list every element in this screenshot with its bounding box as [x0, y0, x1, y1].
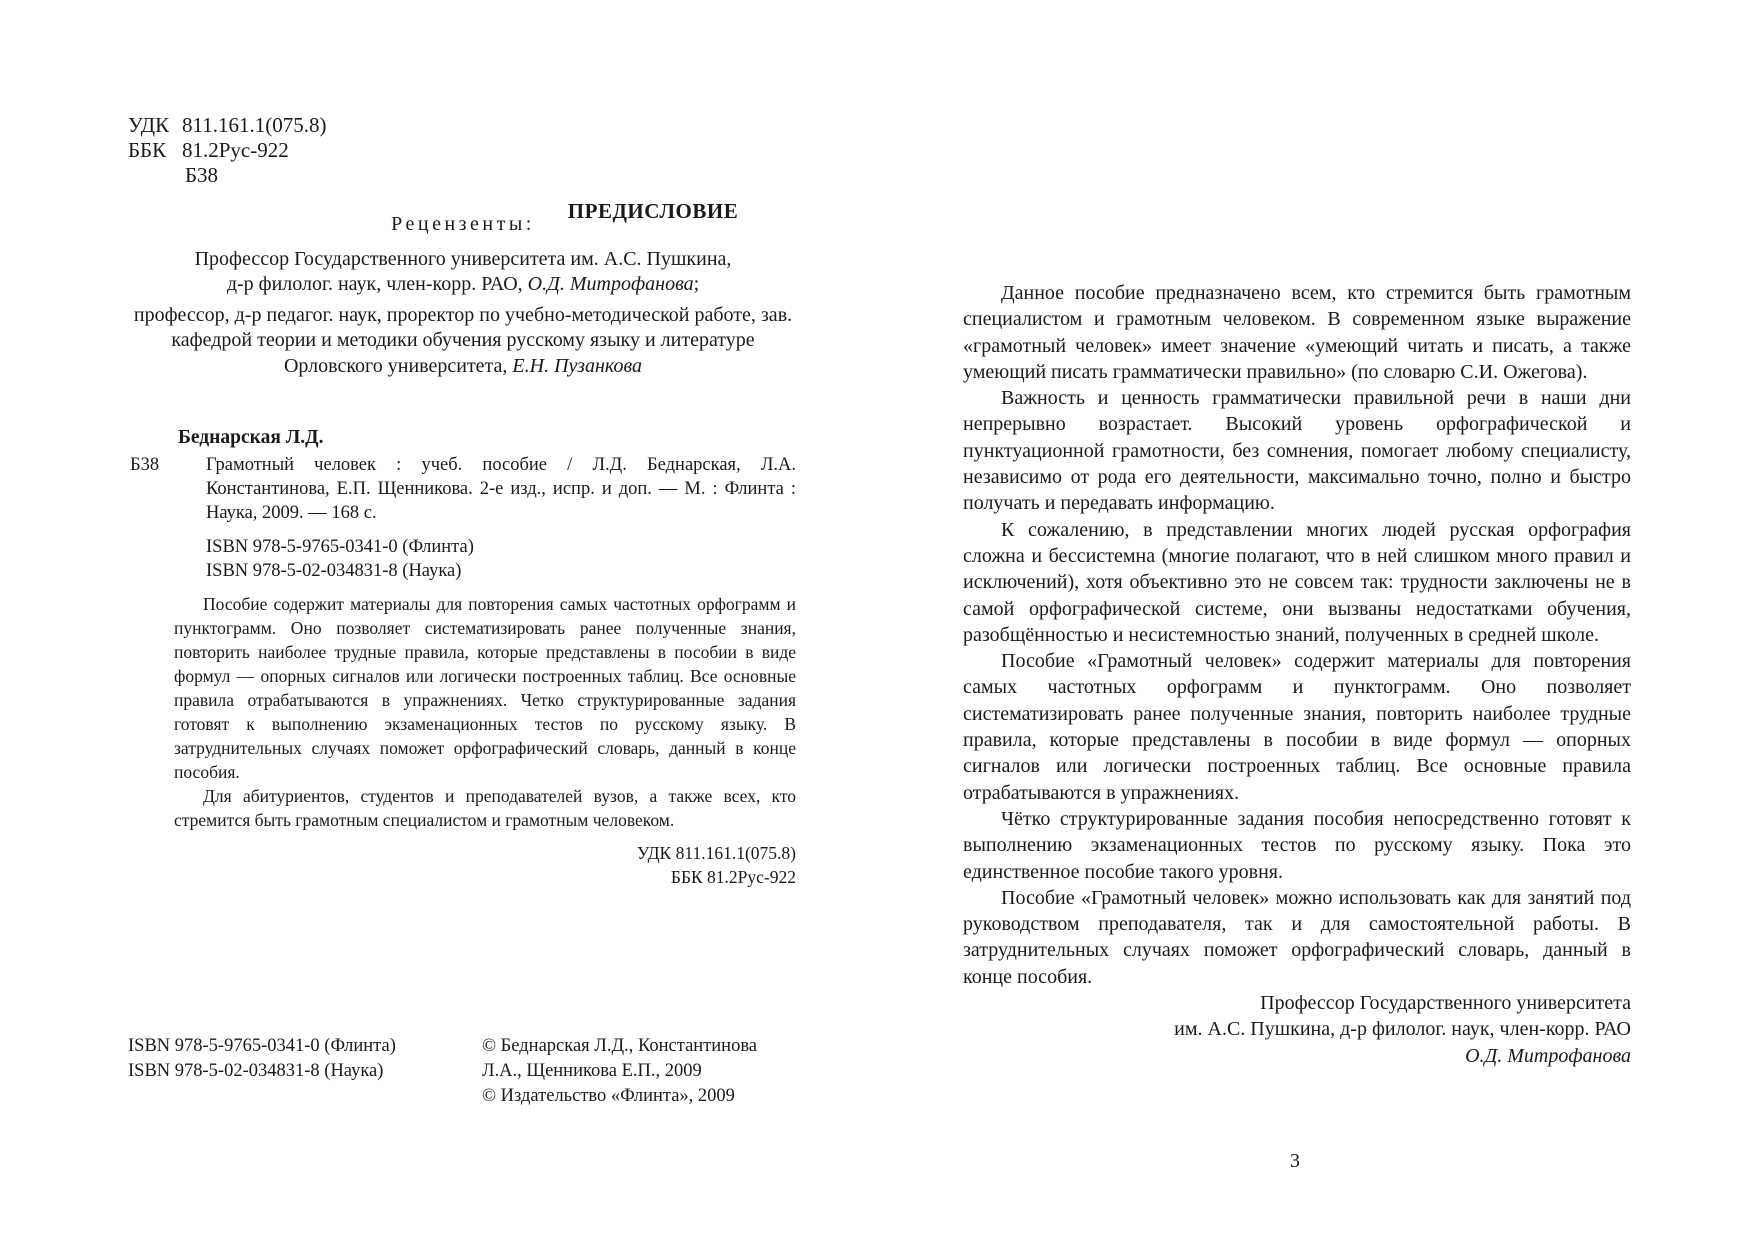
bottom-isbn-flinta: ISBN 978-5-9765-0341-0 (Флинта)	[128, 1036, 396, 1056]
udk-row	[128, 113, 326, 138]
foreword-paragraph: Важность и ценность грамматически правильной речи в наши дни непрерывно возрастает. Высокий уровень орфографической и пунктуационной грамотности, без сомнения, помогает любому специалисту, независимо от рода его деятельности, максимально точно, полно и быстро получать и передавать информацию.	[963, 387, 1631, 515]
classification-codes	[174, 841, 796, 889]
foreword-paragraph: Данное пособие предназначено всем, кто стремится быть грамотным специалистом и грамотным человеком. В современном языке выражение «грамотный человек» имеет значение «умеющий читать и писать, а также умеющий писать грамматически правильно» (по словарю С.И. Ожегова).	[963, 282, 1631, 383]
classification-block	[128, 113, 326, 188]
reviewer-1-line2: д-р филолог. наук, член-корр. РАО,	[226, 273, 528, 295]
audience-paragraph: Для абитуриентов, студентов и преподавателей вузов, а также всех, кто стремится быть грамотным специалистом и грамотным человеком.	[174, 786, 796, 830]
foreword-paragraph: К сожалению, в представлении многих людей русская орфография сложна и бессистемна (многие полагают, что в ней слишком много правил и исключений), хотя объективно это не совсем так: трудности заключены не в самой орфографической системе, они вызваны недостатками обучения, разобщённостью и несистемностью знаний, полученных в средней школе.	[963, 518, 1631, 646]
entry-text: Грамотный человек : учеб. пособие / Л.Д. Беднарская, Л.А. Константинова, Е.П. Щенникова. 2-е изд., испр. и доп. — М. : Флинта : Наука, 2009. — 168 с.	[206, 455, 796, 523]
reviewers-title: Рецензенты:	[391, 213, 535, 235]
bbk-value: 81.2Рус-922	[182, 138, 289, 162]
signature-line2: им. А.С. Пушкина, д-р филолог. наук, член-корр. РАО	[1174, 1018, 1631, 1041]
left-page	[0, 0, 877, 1240]
isbn-list	[128, 535, 796, 583]
foreword-paragraph: Пособие «Грамотный человек» можно использовать как для занятий под руководством преподавателя, так и для самостоятельной работы. В затруднительных случаях поможет орфографический словарь, данный в конце пособия.	[963, 886, 1631, 988]
foreword-paragraph: Чётко структурированные задания пособия непосредственно готовят к выполнению экзаменационных тестов по русскому языку. Пока это единственное пособие такого уровня.	[963, 807, 1631, 883]
reviewer-1	[130, 247, 796, 298]
author-heading: Беднарская Л.Д.	[178, 427, 324, 448]
isbn-flinta: ISBN 978-5-9765-0341-0 (Флинта)	[206, 537, 474, 557]
isbn-nauka: ISBN 978-5-02-034831-8 (Наука)	[206, 561, 462, 581]
reviewer-2-name: Е.Н. Пузанкова	[512, 354, 643, 377]
copyright-authors: © Беднарская Л.Д., Константинова Л.А., Щенникова Е.П., 2009	[482, 1036, 758, 1081]
signature-line1: Профессор Государственного университета	[1260, 992, 1631, 1015]
reviewer-2	[130, 303, 796, 380]
bibliographic-record	[128, 426, 796, 889]
classif-bbk: ББК 81.2Рус-922	[670, 867, 796, 887]
reviewer-1-name: О.Д. Митрофанова	[527, 273, 694, 295]
bibliographic-entry	[128, 453, 796, 525]
bottom-isbn-block	[128, 1034, 396, 1084]
page-number: 3	[1290, 1150, 1300, 1172]
copyright-publisher: © Издательство «Флинта», 2009	[482, 1086, 735, 1106]
bottom-isbn-nauka: ISBN 978-5-02-034831-8 (Наука)	[128, 1061, 384, 1081]
udk-value: 811.161.1(075.8)	[182, 113, 327, 137]
author-mark: Б38	[185, 163, 219, 187]
copyright-block	[482, 1034, 792, 1109]
bbk-label: ББК	[128, 138, 167, 162]
page-title: ПРЕДИСЛОВИЕ	[567, 199, 739, 223]
abstract	[128, 592, 796, 889]
reviewer-2-text: профессор, д-р педагог. наук, проректор по учебно-методической работе, зав. кафедрой теории и методики обучения русскому языку и литературе Орловского университета,	[133, 303, 793, 377]
signature	[963, 990, 1631, 1069]
abstract-paragraph: Пособие содержит материалы для повторения самых частотных орфограмм и пунктограмм. Оно позволяет систематизировать ранее полученные знания, повторить наиболее трудные правила, которые представлены в пособии в виде формул — опорных сигналов или логически построенных таблиц. Все основные правила отрабатываются в упражнениях. Четко структурированные задания готовят к выполнению экзаменационных тестов по русскому языку. В затруднительных случаях поможет орфографический словарь, данный в конце пособия.	[174, 594, 796, 782]
reviewers-block	[130, 212, 796, 379]
udk-label: УДК	[128, 113, 170, 137]
foreword-body	[963, 280, 1631, 1069]
classif-udk: УДК 811.161.1(075.8)	[637, 843, 796, 863]
signature-name: О.Д. Митрофанова	[1465, 1044, 1631, 1067]
foreword-paragraph: Пособие «Грамотный человек» содержит материалы для повторения самых частотных орфограмм и пунктограмм. Оно позволяет систематизировать ранее полученные знания, повторить наиболее трудные правила, которые представлены в пособии в виде формул — опорных сигналов или логически построенных таблиц. Все основные правила отрабатываются в упражнениях.	[963, 650, 1631, 804]
entry-code: Б38	[130, 455, 160, 475]
reviewer-1-end: ;	[693, 273, 700, 295]
bbk-row	[128, 138, 326, 163]
reviewer-1-line1: Профессор Государственного университета им. А.С. Пушкина,	[194, 247, 732, 270]
